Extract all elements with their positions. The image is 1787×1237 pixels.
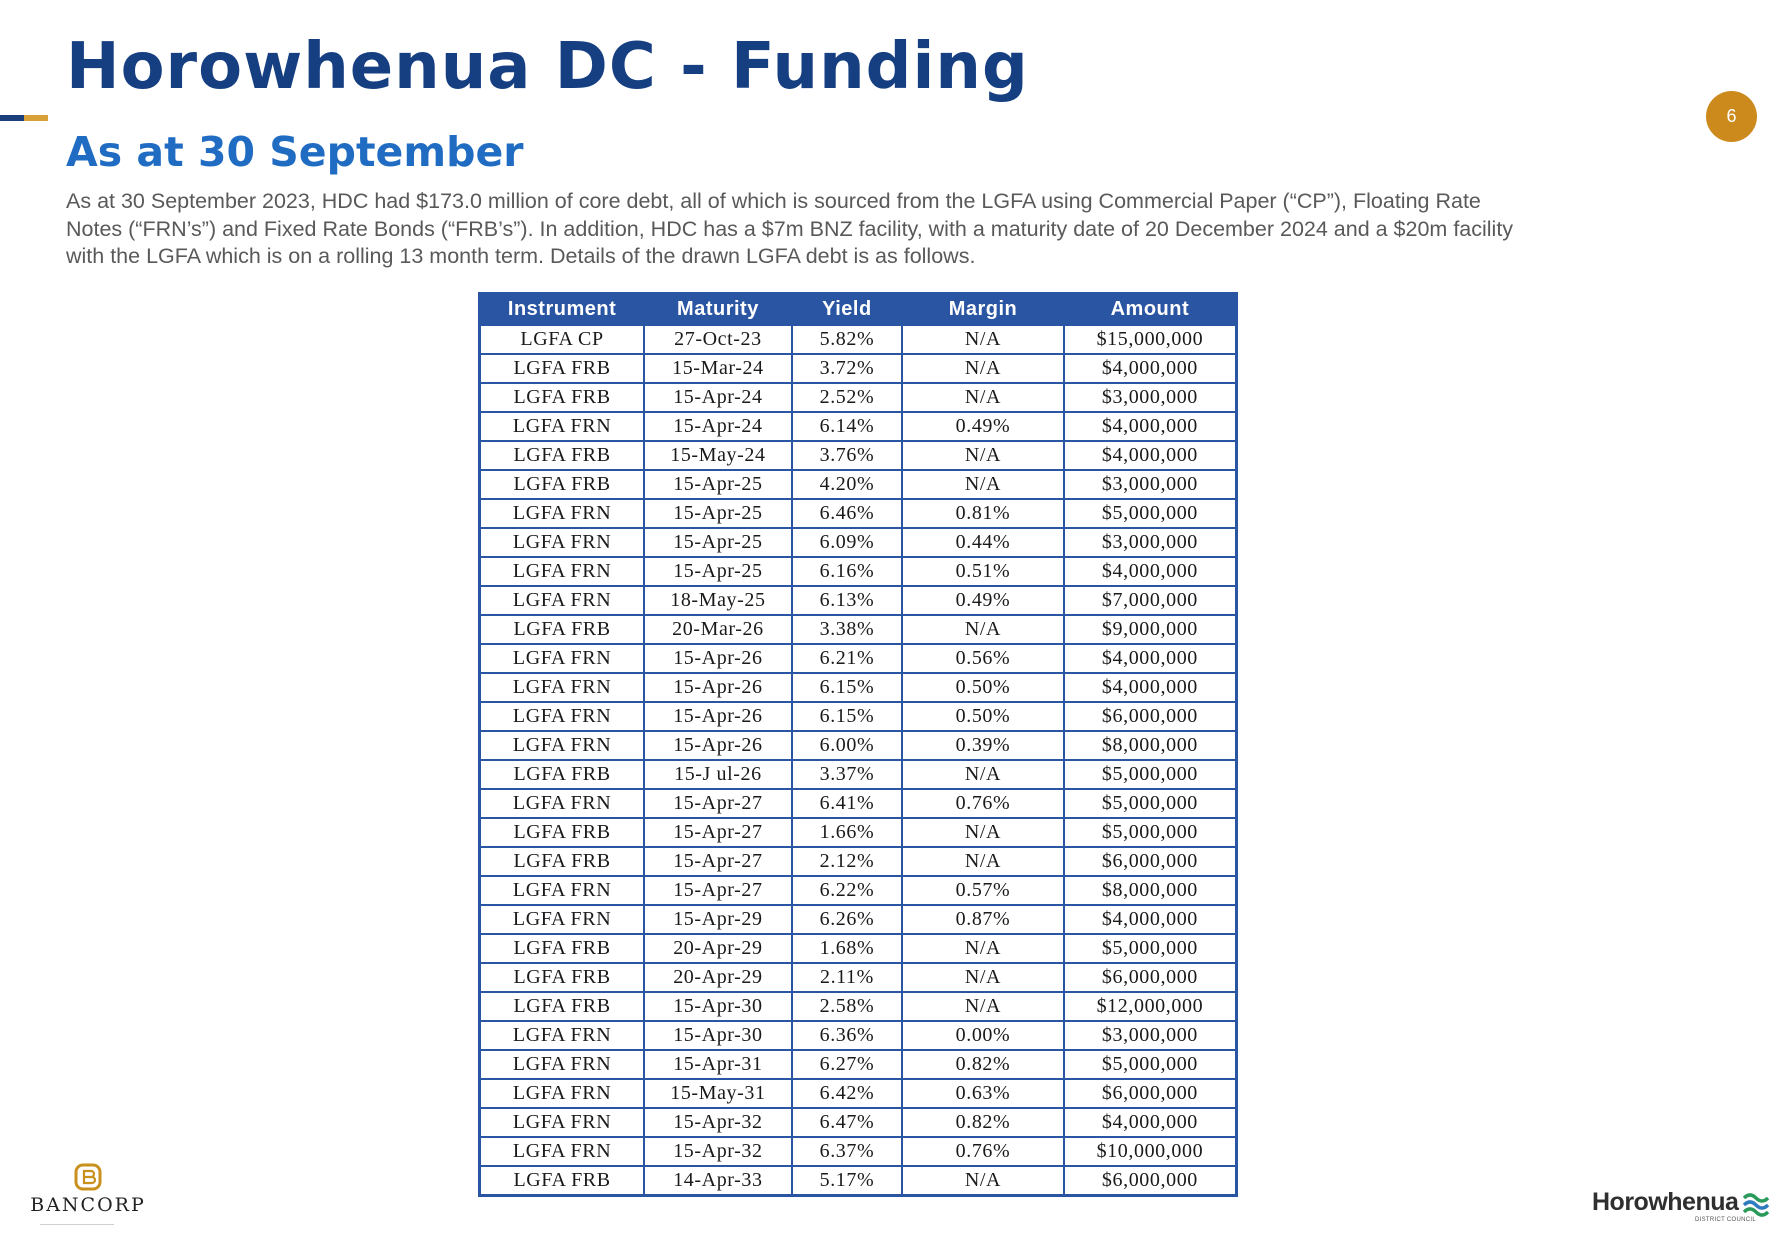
cell-amount: $4,000,000 bbox=[1064, 905, 1237, 934]
cell-yield: 1.66% bbox=[792, 818, 902, 847]
cell-instrument: LGFA FRB bbox=[480, 818, 645, 847]
cell-margin: N/A bbox=[902, 615, 1064, 644]
cell-amount: $3,000,000 bbox=[1064, 383, 1237, 412]
cell-yield: 6.46% bbox=[792, 499, 902, 528]
cell-yield: 6.21% bbox=[792, 644, 902, 673]
cell-instrument: LGFA FRN bbox=[480, 789, 645, 818]
cell-maturity: 15-J ul-26 bbox=[644, 760, 792, 789]
cell-amount: $4,000,000 bbox=[1064, 673, 1237, 702]
table-row bbox=[480, 760, 1237, 789]
intro-line: As at 30 September 2023, HDC had $173.0 million of core debt, all of which is sourced from the LGFA using Commercial Paper (“CP”), Floating Rate bbox=[66, 189, 1481, 213]
cell-yield: 6.00% bbox=[792, 731, 902, 760]
cell-margin: 0.00% bbox=[902, 1021, 1064, 1050]
cell-maturity: 15-May-31 bbox=[644, 1079, 792, 1108]
table-row bbox=[480, 1050, 1237, 1079]
cell-instrument: LGFA FRB bbox=[480, 1166, 645, 1196]
cell-amount: $4,000,000 bbox=[1064, 557, 1237, 586]
cell-margin: N/A bbox=[902, 818, 1064, 847]
table-row bbox=[480, 586, 1237, 615]
header-amount: Amount bbox=[1064, 294, 1237, 326]
cell-margin: N/A bbox=[902, 760, 1064, 789]
cell-instrument: LGFA FRN bbox=[480, 673, 645, 702]
cell-margin: N/A bbox=[902, 441, 1064, 470]
council-subtitle: DISTRICT COUNCIL bbox=[1695, 1217, 1757, 1223]
council-logo bbox=[1592, 1188, 1772, 1228]
cell-amount: $3,000,000 bbox=[1064, 470, 1237, 499]
cell-amount: $10,000,000 bbox=[1064, 1137, 1237, 1166]
cell-yield: 2.12% bbox=[792, 847, 902, 876]
table-row bbox=[480, 847, 1237, 876]
table-row bbox=[480, 905, 1237, 934]
table-row bbox=[480, 673, 1237, 702]
cell-yield: 6.27% bbox=[792, 1050, 902, 1079]
cell-amount: $6,000,000 bbox=[1064, 963, 1237, 992]
cell-maturity: 15-Mar-24 bbox=[644, 354, 792, 383]
cell-margin: N/A bbox=[902, 992, 1064, 1021]
cell-instrument: LGFA FRN bbox=[480, 528, 645, 557]
cell-amount: $5,000,000 bbox=[1064, 499, 1237, 528]
table-row bbox=[480, 963, 1237, 992]
cell-yield: 6.26% bbox=[792, 905, 902, 934]
header-margin: Margin bbox=[902, 294, 1064, 326]
cell-amount: $4,000,000 bbox=[1064, 644, 1237, 673]
cell-instrument: LGFA FRN bbox=[480, 412, 645, 441]
cell-yield: 3.72% bbox=[792, 354, 902, 383]
cell-yield: 6.37% bbox=[792, 1137, 902, 1166]
cell-maturity: 20-Apr-29 bbox=[644, 963, 792, 992]
table-row bbox=[480, 1137, 1237, 1166]
cell-yield: 2.58% bbox=[792, 992, 902, 1021]
table-row bbox=[480, 1079, 1237, 1108]
header-yield: Yield bbox=[792, 294, 902, 326]
cell-yield: 6.47% bbox=[792, 1108, 902, 1137]
cell-amount: $5,000,000 bbox=[1064, 818, 1237, 847]
cell-margin: 0.51% bbox=[902, 557, 1064, 586]
cell-maturity: 15-Apr-32 bbox=[644, 1137, 792, 1166]
cell-instrument: LGFA FRB bbox=[480, 441, 645, 470]
table-row bbox=[480, 702, 1237, 731]
table-row bbox=[480, 644, 1237, 673]
cell-maturity: 15-Apr-27 bbox=[644, 818, 792, 847]
cell-maturity: 15-Apr-26 bbox=[644, 702, 792, 731]
page-subtitle: As at 30 September bbox=[66, 128, 524, 176]
cell-margin: N/A bbox=[902, 847, 1064, 876]
table-row bbox=[480, 325, 1237, 354]
cell-yield: 6.14% bbox=[792, 412, 902, 441]
cell-margin: 0.76% bbox=[902, 1137, 1064, 1166]
cell-maturity: 15-Apr-26 bbox=[644, 644, 792, 673]
cell-yield: 4.20% bbox=[792, 470, 902, 499]
cell-instrument: LGFA FRN bbox=[480, 1137, 645, 1166]
cell-maturity: 20-Apr-29 bbox=[644, 934, 792, 963]
cell-margin: N/A bbox=[902, 963, 1064, 992]
cell-margin: 0.49% bbox=[902, 586, 1064, 615]
cell-maturity: 15-Apr-25 bbox=[644, 557, 792, 586]
intro-line: Notes (“FRN’s”) and Fixed Rate Bonds (“FRB’s”). In addition, HDC has a $7m BNZ facility, with a maturity date of 20 December 2024 and a $20m facility bbox=[66, 216, 1514, 241]
funding-table bbox=[478, 292, 1238, 1197]
cell-instrument: LGFA FRN bbox=[480, 905, 645, 934]
header-maturity: Maturity bbox=[644, 294, 792, 326]
table-row bbox=[480, 818, 1237, 847]
cell-amount: $15,000,000 bbox=[1064, 325, 1237, 354]
cell-instrument: LGFA FRB bbox=[480, 383, 645, 412]
cell-amount: $4,000,000 bbox=[1064, 354, 1237, 383]
cell-instrument: LGFA FRN bbox=[480, 1108, 645, 1137]
table-row bbox=[480, 992, 1237, 1021]
cell-instrument: LGFA FRN bbox=[480, 1021, 645, 1050]
funding-table-body bbox=[480, 325, 1237, 1196]
table-row bbox=[480, 383, 1237, 412]
cell-margin: N/A bbox=[902, 1166, 1064, 1196]
cell-instrument: LGFA FRB bbox=[480, 847, 645, 876]
cell-yield: 5.82% bbox=[792, 325, 902, 354]
cell-margin: N/A bbox=[902, 354, 1064, 383]
cell-margin: 0.81% bbox=[902, 499, 1064, 528]
cell-maturity: 15-Apr-25 bbox=[644, 470, 792, 499]
cell-amount: $7,000,000 bbox=[1064, 586, 1237, 615]
table-row bbox=[480, 731, 1237, 760]
cell-margin: 0.82% bbox=[902, 1108, 1064, 1137]
cell-amount: $5,000,000 bbox=[1064, 760, 1237, 789]
table-row bbox=[480, 1166, 1237, 1196]
cell-amount: $12,000,000 bbox=[1064, 992, 1237, 1021]
accent-bar-navy bbox=[0, 115, 24, 121]
cell-yield: 6.16% bbox=[792, 557, 902, 586]
intro-line: with the LGFA which is on a rolling 13 month term. Details of the drawn LGFA debt is as follows. bbox=[66, 244, 976, 268]
cell-maturity: 15-Apr-24 bbox=[644, 383, 792, 412]
cell-instrument: LGFA FRB bbox=[480, 615, 645, 644]
cell-instrument: LGFA FRN bbox=[480, 1050, 645, 1079]
cell-amount: $6,000,000 bbox=[1064, 1166, 1237, 1196]
cell-amount: $6,000,000 bbox=[1064, 1079, 1237, 1108]
cell-instrument: LGFA FRN bbox=[480, 586, 645, 615]
table-row bbox=[480, 441, 1237, 470]
cell-instrument: LGFA FRB bbox=[480, 470, 645, 499]
cell-maturity: 15-Apr-27 bbox=[644, 876, 792, 905]
header-instrument: Instrument bbox=[480, 294, 645, 326]
cell-maturity: 15-Apr-27 bbox=[644, 789, 792, 818]
cell-margin: 0.87% bbox=[902, 905, 1064, 934]
cell-maturity: 15-Apr-29 bbox=[644, 905, 792, 934]
cell-margin: 0.82% bbox=[902, 1050, 1064, 1079]
cell-amount: $9,000,000 bbox=[1064, 615, 1237, 644]
cell-yield: 5.17% bbox=[792, 1166, 902, 1196]
cell-amount: $4,000,000 bbox=[1064, 441, 1237, 470]
table-row bbox=[480, 499, 1237, 528]
intro-paragraph bbox=[66, 188, 1596, 271]
cell-yield: 6.09% bbox=[792, 528, 902, 557]
cell-instrument: LGFA FRN bbox=[480, 876, 645, 905]
cell-instrument: LGFA FRN bbox=[480, 499, 645, 528]
cell-amount: $6,000,000 bbox=[1064, 847, 1237, 876]
cell-margin: 0.50% bbox=[902, 702, 1064, 731]
cell-yield: 1.68% bbox=[792, 934, 902, 963]
table-row bbox=[480, 876, 1237, 905]
cell-margin: 0.63% bbox=[902, 1079, 1064, 1108]
cell-instrument: LGFA CP bbox=[480, 325, 645, 354]
cell-maturity: 15-Apr-25 bbox=[644, 499, 792, 528]
bancorp-logo bbox=[18, 1162, 158, 1216]
funding-table-header bbox=[480, 294, 1237, 326]
table-row bbox=[480, 528, 1237, 557]
cell-instrument: LGFA FRN bbox=[480, 557, 645, 586]
cell-yield: 6.13% bbox=[792, 586, 902, 615]
table-row bbox=[480, 615, 1237, 644]
cell-maturity: 15-Apr-30 bbox=[644, 1021, 792, 1050]
accent-bar bbox=[0, 115, 48, 121]
cell-amount: $6,000,000 bbox=[1064, 702, 1237, 731]
bancorp-divider bbox=[40, 1224, 114, 1225]
bancorp-label: BANCORP bbox=[30, 1194, 146, 1216]
cell-instrument: LGFA FRB bbox=[480, 934, 645, 963]
cell-yield: 6.15% bbox=[792, 673, 902, 702]
council-emblem-icon bbox=[1742, 1190, 1770, 1218]
cell-maturity: 20-Mar-26 bbox=[644, 615, 792, 644]
cell-amount: $8,000,000 bbox=[1064, 731, 1237, 760]
cell-maturity: 15-Apr-26 bbox=[644, 731, 792, 760]
cell-yield: 3.76% bbox=[792, 441, 902, 470]
table-row bbox=[480, 470, 1237, 499]
cell-maturity: 15-Apr-31 bbox=[644, 1050, 792, 1079]
cell-yield: 6.41% bbox=[792, 789, 902, 818]
cell-maturity: 15-Apr-24 bbox=[644, 412, 792, 441]
cell-amount: $4,000,000 bbox=[1064, 412, 1237, 441]
cell-margin: 0.57% bbox=[902, 876, 1064, 905]
cell-instrument: LGFA FRB bbox=[480, 760, 645, 789]
header-row bbox=[480, 294, 1237, 326]
cell-amount: $8,000,000 bbox=[1064, 876, 1237, 905]
cell-yield: 6.22% bbox=[792, 876, 902, 905]
cell-amount: $5,000,000 bbox=[1064, 789, 1237, 818]
cell-margin: 0.50% bbox=[902, 673, 1064, 702]
page-number-badge: 6 bbox=[1706, 91, 1757, 142]
table-row bbox=[480, 1021, 1237, 1050]
cell-maturity: 15-Apr-25 bbox=[644, 528, 792, 557]
cell-margin: N/A bbox=[902, 325, 1064, 354]
cell-margin: 0.76% bbox=[902, 789, 1064, 818]
table-row bbox=[480, 354, 1237, 383]
cell-amount: $4,000,000 bbox=[1064, 1108, 1237, 1137]
cell-maturity: 27-Oct-23 bbox=[644, 325, 792, 354]
cell-maturity: 15-Apr-27 bbox=[644, 847, 792, 876]
cell-margin: N/A bbox=[902, 383, 1064, 412]
cell-instrument: LGFA FRN bbox=[480, 702, 645, 731]
cell-margin: 0.56% bbox=[902, 644, 1064, 673]
cell-margin: 0.49% bbox=[902, 412, 1064, 441]
cell-instrument: LGFA FRB bbox=[480, 992, 645, 1021]
page-title: Horowhenua DC - Funding bbox=[66, 30, 1029, 104]
cell-yield: 3.38% bbox=[792, 615, 902, 644]
table-row bbox=[480, 1108, 1237, 1137]
cell-amount: $3,000,000 bbox=[1064, 528, 1237, 557]
bancorp-icon bbox=[73, 1162, 103, 1192]
cell-yield: 2.52% bbox=[792, 383, 902, 412]
cell-yield: 2.11% bbox=[792, 963, 902, 992]
cell-instrument: LGFA FRB bbox=[480, 963, 645, 992]
cell-maturity: 15-Apr-26 bbox=[644, 673, 792, 702]
cell-amount: $5,000,000 bbox=[1064, 1050, 1237, 1079]
cell-amount: $5,000,000 bbox=[1064, 934, 1237, 963]
cell-maturity: 15-May-24 bbox=[644, 441, 792, 470]
cell-yield: 6.36% bbox=[792, 1021, 902, 1050]
table-row bbox=[480, 789, 1237, 818]
table-row bbox=[480, 557, 1237, 586]
cell-yield: 3.37% bbox=[792, 760, 902, 789]
cell-yield: 6.42% bbox=[792, 1079, 902, 1108]
cell-maturity: 15-Apr-32 bbox=[644, 1108, 792, 1137]
cell-margin: 0.44% bbox=[902, 528, 1064, 557]
cell-instrument: LGFA FRN bbox=[480, 731, 645, 760]
cell-yield: 6.15% bbox=[792, 702, 902, 731]
cell-instrument: LGFA FRN bbox=[480, 1079, 645, 1108]
cell-amount: $3,000,000 bbox=[1064, 1021, 1237, 1050]
cell-margin: 0.39% bbox=[902, 731, 1064, 760]
cell-margin: N/A bbox=[902, 934, 1064, 963]
cell-maturity: 14-Apr-33 bbox=[644, 1166, 792, 1196]
cell-margin: N/A bbox=[902, 470, 1064, 499]
table-row bbox=[480, 934, 1237, 963]
cell-maturity: 18-May-25 bbox=[644, 586, 792, 615]
cell-maturity: 15-Apr-30 bbox=[644, 992, 792, 1021]
council-name: Horowhenua bbox=[1592, 1188, 1739, 1216]
cell-instrument: LGFA FRN bbox=[480, 644, 645, 673]
accent-bar-gold bbox=[24, 115, 48, 121]
cell-instrument: LGFA FRB bbox=[480, 354, 645, 383]
table-row bbox=[480, 412, 1237, 441]
